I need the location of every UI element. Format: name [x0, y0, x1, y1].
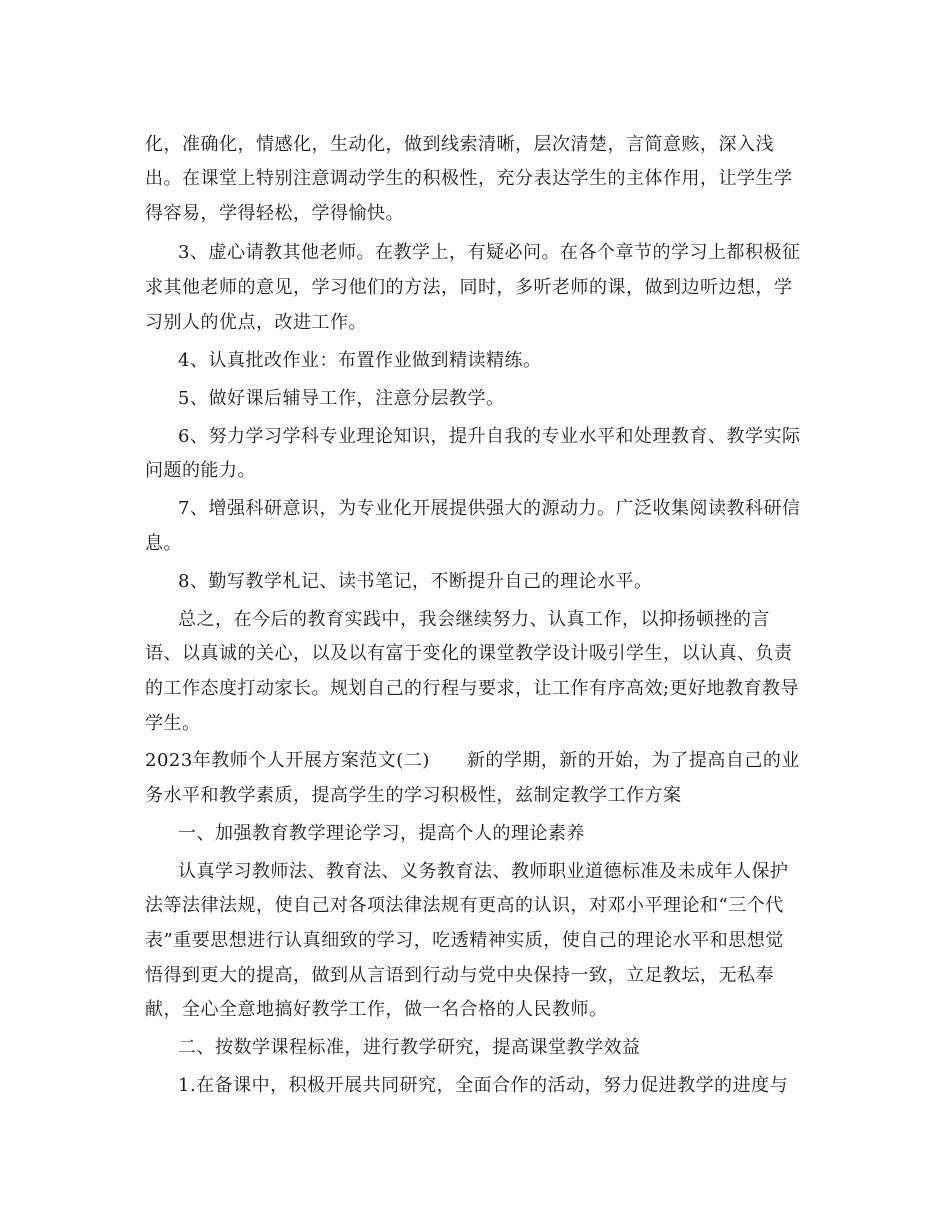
text-line: 化，准确化，情感化，生动化，做到线索清晰，层次清楚，言简意赅，深入浅 [145, 134, 774, 155]
text-line: 悟得到更大的提高，做到从言语到行动与党中央保持一致，立足教坛，无私奉 [145, 965, 774, 986]
text-line: 表”重要思想进行认真细致的学习，吃透精神实质，使自己的理论水平和思想觉 [145, 930, 784, 951]
text-line: 学生。 [145, 713, 201, 734]
text-line: 认真学习教师法、教育法、义务教育法、教师职业道德标准及未成年人保护 [178, 861, 789, 882]
text-line: 6、努力学习学科专业理论知识，提升自我的专业水平和处理教育、教学实际 [178, 426, 801, 447]
text-line: 务水平和教学素质，提高学生的学习积极性，兹制定教学工作方案 [145, 785, 682, 806]
text-line: 8、勤写教学札记、读书笔记，不断提升自己的理论水平。 [178, 571, 653, 592]
text-line: 习别人的优点，改进工作。 [145, 312, 367, 333]
text-line: 的工作态度打动家长。规划自己的行程与要求，让工作有序高效;更好地教育教导 [145, 678, 800, 699]
text-line: 得容易，学得轻松，学得愉快。 [145, 203, 404, 224]
text-line: 5、做好课后辅导工作，注意分层教学。 [178, 388, 505, 409]
text-line: 4、认真批改作业：布置作业做到精读精练。 [178, 350, 542, 371]
text-line: 7、增强科研意识，为专业化开展提供强大的源动力。广泛收集阅读教科研信 [178, 498, 801, 519]
text-line: 出。在课堂上特别注意调动学生的积极性，充分表达学生的主体作用，让学生学 [145, 168, 793, 189]
text-line: 法等法律法规，使自己对各项法律法规有更高的认识，对邓小平理论和“三个代 [145, 895, 784, 916]
text-line: 语、以真诚的关心，以及以有富于变化的课堂教学设计吸引学生，以认真、负责 [145, 643, 793, 664]
text-line: 二、按数学课程标准，进行教学研究，提高课堂教学效益 [178, 1037, 641, 1058]
text-line: 献，全心全意地搞好教学工作，做一名合格的人民教师。 [145, 999, 608, 1020]
text-line: 一、加强教育教学理论学习，提高个人的理论素养 [178, 823, 585, 844]
text-line: 求其他老师的意见，学习他们的方法，同时，多听老师的课，做到边听边想，学 [145, 277, 793, 298]
section-heading: 2023年教师个人开展方案范文(二) 新的学期，新的开始，为了提高自己的业 [145, 750, 800, 771]
text-line: 息。 [145, 533, 182, 554]
text-line: 1.在备课中，积极开展共同研究，全面合作的活动，努力促进教学的进度与 [178, 1075, 789, 1096]
text-line: 问题的能力。 [145, 460, 256, 481]
text-line: 3、虚心请教其他老师。在教学上，有疑必问。在各个章节的学习上都积极征 [178, 242, 801, 263]
text-line: 总之，在今后的教育实践中，我会继续努力、认真工作，以抑扬顿挫的言 [178, 609, 770, 630]
